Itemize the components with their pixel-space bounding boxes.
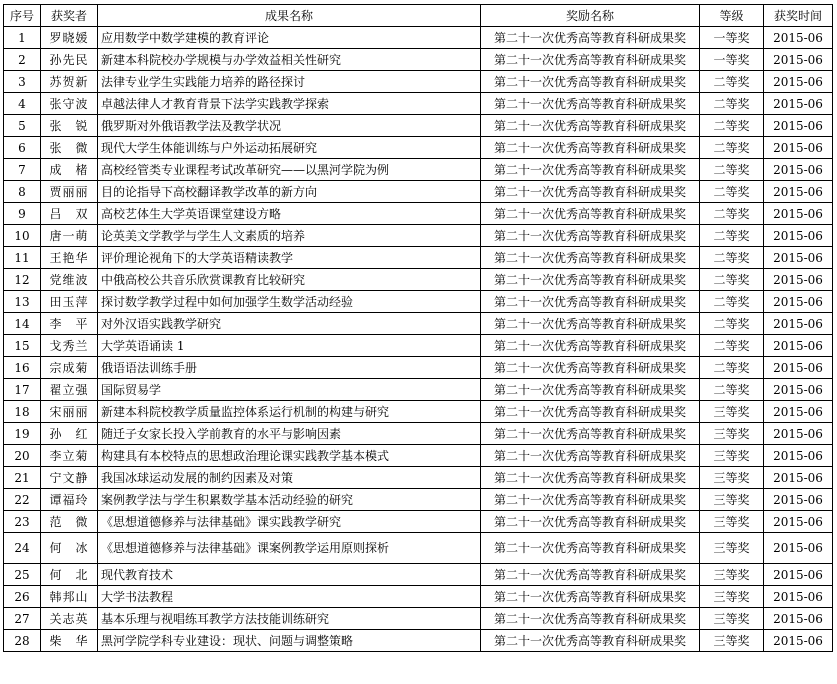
cell-no: 6: [4, 137, 41, 159]
cell-date: 2015-06: [764, 291, 833, 313]
cell-no: 27: [4, 608, 41, 630]
cell-level: 三等奖: [700, 401, 764, 423]
cell-winner: 李 平: [41, 313, 98, 335]
cell-level: 三等奖: [700, 630, 764, 652]
cell-level: 三等奖: [700, 511, 764, 533]
table-row: [4, 533, 833, 564]
cell-no: 19: [4, 423, 41, 445]
cell-date: 2015-06: [764, 467, 833, 489]
table-row: [4, 630, 833, 652]
cell-title: 论英美文学教学与学生人文素质的培养: [98, 225, 481, 247]
cell-date: 2015-06: [764, 159, 833, 181]
cell-title: 对外汉语实践教学研究: [98, 313, 481, 335]
cell-level: 三等奖: [700, 467, 764, 489]
cell-level: 二等奖: [700, 225, 764, 247]
cell-award: 第二十一次优秀高等教育科研成果奖: [481, 401, 700, 423]
cell-date: 2015-06: [764, 203, 833, 225]
cell-title: 中俄高校公共音乐欣赏课教育比较研究: [98, 269, 481, 291]
cell-award: 第二十一次优秀高等教育科研成果奖: [481, 181, 700, 203]
cell-no: 18: [4, 401, 41, 423]
cell-date: 2015-06: [764, 181, 833, 203]
cell-date: 2015-06: [764, 225, 833, 247]
cell-no: 28: [4, 630, 41, 652]
cell-level: 二等奖: [700, 357, 764, 379]
cell-level: 一等奖: [700, 27, 764, 49]
cell-title: 大学书法教程: [98, 586, 481, 608]
cell-title: 应用数学中数学建模的教育评论: [98, 27, 481, 49]
cell-winner: 贾丽丽: [41, 181, 98, 203]
table-row: [4, 511, 833, 533]
cell-award: 第二十一次优秀高等教育科研成果奖: [481, 533, 700, 564]
cell-winner: 张 锐: [41, 115, 98, 137]
cell-no: 23: [4, 511, 41, 533]
cell-date: 2015-06: [764, 401, 833, 423]
table-row: [4, 269, 833, 291]
cell-award: 第二十一次优秀高等教育科研成果奖: [481, 313, 700, 335]
cell-date: 2015-06: [764, 269, 833, 291]
cell-title: 构建具有本校特点的思想政治理论课实践教学基本模式: [98, 445, 481, 467]
table-row: [4, 71, 833, 93]
table-row: [4, 181, 833, 203]
cell-title: 案例教学法与学生积累数学基本活动经验的研究: [98, 489, 481, 511]
cell-level: 二等奖: [700, 181, 764, 203]
cell-award: 第二十一次优秀高等教育科研成果奖: [481, 467, 700, 489]
cell-award: 第二十一次优秀高等教育科研成果奖: [481, 423, 700, 445]
cell-winner: 何 北: [41, 564, 98, 586]
cell-level: 三等奖: [700, 423, 764, 445]
cell-award: 第二十一次优秀高等教育科研成果奖: [481, 137, 700, 159]
cell-date: 2015-06: [764, 27, 833, 49]
cell-date: 2015-06: [764, 533, 833, 564]
cell-level: 一等奖: [700, 49, 764, 71]
cell-title: 大学英语诵读 1: [98, 335, 481, 357]
cell-award: 第二十一次优秀高等教育科研成果奖: [481, 93, 700, 115]
cell-winner: 柴 华: [41, 630, 98, 652]
cell-award: 第二十一次优秀高等教育科研成果奖: [481, 586, 700, 608]
cell-level: 二等奖: [700, 247, 764, 269]
cell-winner: 苏贺新: [41, 71, 98, 93]
table-row: [4, 137, 833, 159]
cell-no: 3: [4, 71, 41, 93]
cell-title: 《思想道德修养与法律基础》课案例教学运用原则探析: [98, 533, 481, 564]
cell-title: 基本乐理与视唱练耳教学方法技能训练研究: [98, 608, 481, 630]
cell-no: 10: [4, 225, 41, 247]
cell-date: 2015-06: [764, 445, 833, 467]
cell-no: 16: [4, 357, 41, 379]
cell-title: 随迁子女家长投入学前教育的水平与影响因素: [98, 423, 481, 445]
cell-title: 俄语语法训练手册: [98, 357, 481, 379]
cell-title: 《思想道德修养与法律基础》课实践教学研究: [98, 511, 481, 533]
cell-title: 黑河学院学科专业建设：现状、问题与调整策略: [98, 630, 481, 652]
awards-table: [3, 4, 833, 652]
cell-winner: 宋丽丽: [41, 401, 98, 423]
table-row: [4, 247, 833, 269]
cell-date: 2015-06: [764, 115, 833, 137]
table-row: [4, 379, 833, 401]
cell-date: 2015-06: [764, 357, 833, 379]
table-row: [4, 115, 833, 137]
header-level: 等级: [700, 5, 764, 27]
cell-level: 二等奖: [700, 269, 764, 291]
cell-level: 二等奖: [700, 115, 764, 137]
cell-date: 2015-06: [764, 489, 833, 511]
cell-date: 2015-06: [764, 335, 833, 357]
cell-title: 高校艺体生大学英语课堂建设方略: [98, 203, 481, 225]
table-row: [4, 335, 833, 357]
cell-award: 第二十一次优秀高等教育科研成果奖: [481, 445, 700, 467]
cell-title: 法律专业学生实践能力培养的路径探讨: [98, 71, 481, 93]
cell-winner: 吕 双: [41, 203, 98, 225]
cell-title: 我国冰球运动发展的制约因素及对策: [98, 467, 481, 489]
cell-winner: 王艳华: [41, 247, 98, 269]
cell-no: 9: [4, 203, 41, 225]
cell-no: 13: [4, 291, 41, 313]
table-row: [4, 608, 833, 630]
cell-award: 第二十一次优秀高等教育科研成果奖: [481, 335, 700, 357]
cell-award: 第二十一次优秀高等教育科研成果奖: [481, 564, 700, 586]
cell-no: 15: [4, 335, 41, 357]
cell-no: 11: [4, 247, 41, 269]
cell-no: 25: [4, 564, 41, 586]
cell-award: 第二十一次优秀高等教育科研成果奖: [481, 630, 700, 652]
header-award: 奖励名称: [481, 5, 700, 27]
table-row: [4, 401, 833, 423]
cell-date: 2015-06: [764, 379, 833, 401]
header-row: [4, 5, 833, 27]
cell-award: 第二十一次优秀高等教育科研成果奖: [481, 27, 700, 49]
cell-level: 二等奖: [700, 335, 764, 357]
cell-date: 2015-06: [764, 423, 833, 445]
cell-date: 2015-06: [764, 71, 833, 93]
table-row: [4, 49, 833, 71]
cell-no: 1: [4, 27, 41, 49]
cell-winner: 唐一萌: [41, 225, 98, 247]
header-no: 序号: [4, 5, 41, 27]
cell-no: 8: [4, 181, 41, 203]
cell-award: 第二十一次优秀高等教育科研成果奖: [481, 49, 700, 71]
table-row: [4, 586, 833, 608]
cell-no: 26: [4, 586, 41, 608]
cell-title: 评价理论视角下的大学英语精读教学: [98, 247, 481, 269]
cell-winner: 田玉萍: [41, 291, 98, 313]
cell-level: 二等奖: [700, 71, 764, 93]
cell-award: 第二十一次优秀高等教育科研成果奖: [481, 608, 700, 630]
cell-no: 5: [4, 115, 41, 137]
cell-date: 2015-06: [764, 586, 833, 608]
cell-date: 2015-06: [764, 630, 833, 652]
cell-title: 新建本科院校办学规模与办学效益相关性研究: [98, 49, 481, 71]
cell-winner: 宁文静: [41, 467, 98, 489]
cell-award: 第二十一次优秀高等教育科研成果奖: [481, 511, 700, 533]
table-row: [4, 357, 833, 379]
cell-award: 第二十一次优秀高等教育科研成果奖: [481, 225, 700, 247]
table-row: [4, 203, 833, 225]
cell-level: 二等奖: [700, 203, 764, 225]
cell-level: 三等奖: [700, 445, 764, 467]
cell-title: 新建本科院校教学质量监控体系运行机制的构建与研究: [98, 401, 481, 423]
cell-no: 17: [4, 379, 41, 401]
cell-no: 12: [4, 269, 41, 291]
cell-award: 第二十一次优秀高等教育科研成果奖: [481, 71, 700, 93]
header-title: 成果名称: [98, 5, 481, 27]
cell-date: 2015-06: [764, 608, 833, 630]
table-row: [4, 467, 833, 489]
cell-winner: 张守波: [41, 93, 98, 115]
table-row: [4, 291, 833, 313]
cell-level: 三等奖: [700, 586, 764, 608]
cell-winner: 宗成菊: [41, 357, 98, 379]
cell-title: 卓越法律人才教育背景下法学实践教学探索: [98, 93, 481, 115]
cell-winner: 张 微: [41, 137, 98, 159]
cell-no: 20: [4, 445, 41, 467]
header-date: 获奖时间: [764, 5, 833, 27]
cell-level: 三等奖: [700, 608, 764, 630]
cell-award: 第二十一次优秀高等教育科研成果奖: [481, 115, 700, 137]
cell-award: 第二十一次优秀高等教育科研成果奖: [481, 247, 700, 269]
table-row: [4, 423, 833, 445]
cell-winner: 韩邦山: [41, 586, 98, 608]
cell-winner: 翟立强: [41, 379, 98, 401]
cell-title: 现代教育技术: [98, 564, 481, 586]
table-row: [4, 489, 833, 511]
cell-no: 14: [4, 313, 41, 335]
cell-award: 第二十一次优秀高等教育科研成果奖: [481, 489, 700, 511]
cell-title: 现代大学生体能训练与户外运动拓展研究: [98, 137, 481, 159]
cell-winner: 孙先民: [41, 49, 98, 71]
table-row: [4, 27, 833, 49]
cell-level: 二等奖: [700, 313, 764, 335]
cell-level: 三等奖: [700, 564, 764, 586]
table-row: [4, 159, 833, 181]
cell-title: 目的论指导下高校翻译教学改革的新方向: [98, 181, 481, 203]
cell-level: 二等奖: [700, 379, 764, 401]
cell-title: 俄罗斯对外俄语教学法及教学状况: [98, 115, 481, 137]
cell-winner: 孙 红: [41, 423, 98, 445]
cell-level: 三等奖: [700, 533, 764, 564]
cell-no: 22: [4, 489, 41, 511]
table-row: [4, 564, 833, 586]
table-row: [4, 313, 833, 335]
cell-date: 2015-06: [764, 49, 833, 71]
cell-date: 2015-06: [764, 247, 833, 269]
cell-award: 第二十一次优秀高等教育科研成果奖: [481, 357, 700, 379]
cell-winner: 关志英: [41, 608, 98, 630]
cell-level: 三等奖: [700, 489, 764, 511]
table-body: [4, 27, 833, 652]
cell-winner: 何 冰: [41, 533, 98, 564]
cell-date: 2015-06: [764, 93, 833, 115]
cell-no: 2: [4, 49, 41, 71]
cell-title: 探讨数学教学过程中如何加强学生数学活动经验: [98, 291, 481, 313]
cell-title: 高校经管类专业课程考试改革研究——以黑河学院为例: [98, 159, 481, 181]
table-row: [4, 93, 833, 115]
cell-no: 21: [4, 467, 41, 489]
cell-winner: 谭福玲: [41, 489, 98, 511]
cell-winner: 党维波: [41, 269, 98, 291]
cell-title: 国际贸易学: [98, 379, 481, 401]
header-winner: 获奖者: [41, 5, 98, 27]
cell-level: 二等奖: [700, 159, 764, 181]
cell-level: 二等奖: [700, 137, 764, 159]
cell-award: 第二十一次优秀高等教育科研成果奖: [481, 269, 700, 291]
cell-winner: 罗晓媛: [41, 27, 98, 49]
cell-award: 第二十一次优秀高等教育科研成果奖: [481, 203, 700, 225]
cell-date: 2015-06: [764, 564, 833, 586]
cell-no: 7: [4, 159, 41, 181]
cell-winner: 戈秀兰: [41, 335, 98, 357]
cell-award: 第二十一次优秀高等教育科研成果奖: [481, 159, 700, 181]
cell-no: 24: [4, 533, 41, 564]
cell-date: 2015-06: [764, 137, 833, 159]
cell-level: 二等奖: [700, 291, 764, 313]
cell-level: 二等奖: [700, 93, 764, 115]
cell-award: 第二十一次优秀高等教育科研成果奖: [481, 291, 700, 313]
table-row: [4, 445, 833, 467]
cell-winner: 范 微: [41, 511, 98, 533]
cell-winner: 成 楮: [41, 159, 98, 181]
cell-award: 第二十一次优秀高等教育科研成果奖: [481, 379, 700, 401]
cell-date: 2015-06: [764, 313, 833, 335]
cell-winner: 李立菊: [41, 445, 98, 467]
cell-no: 4: [4, 93, 41, 115]
cell-date: 2015-06: [764, 511, 833, 533]
table-row: [4, 225, 833, 247]
